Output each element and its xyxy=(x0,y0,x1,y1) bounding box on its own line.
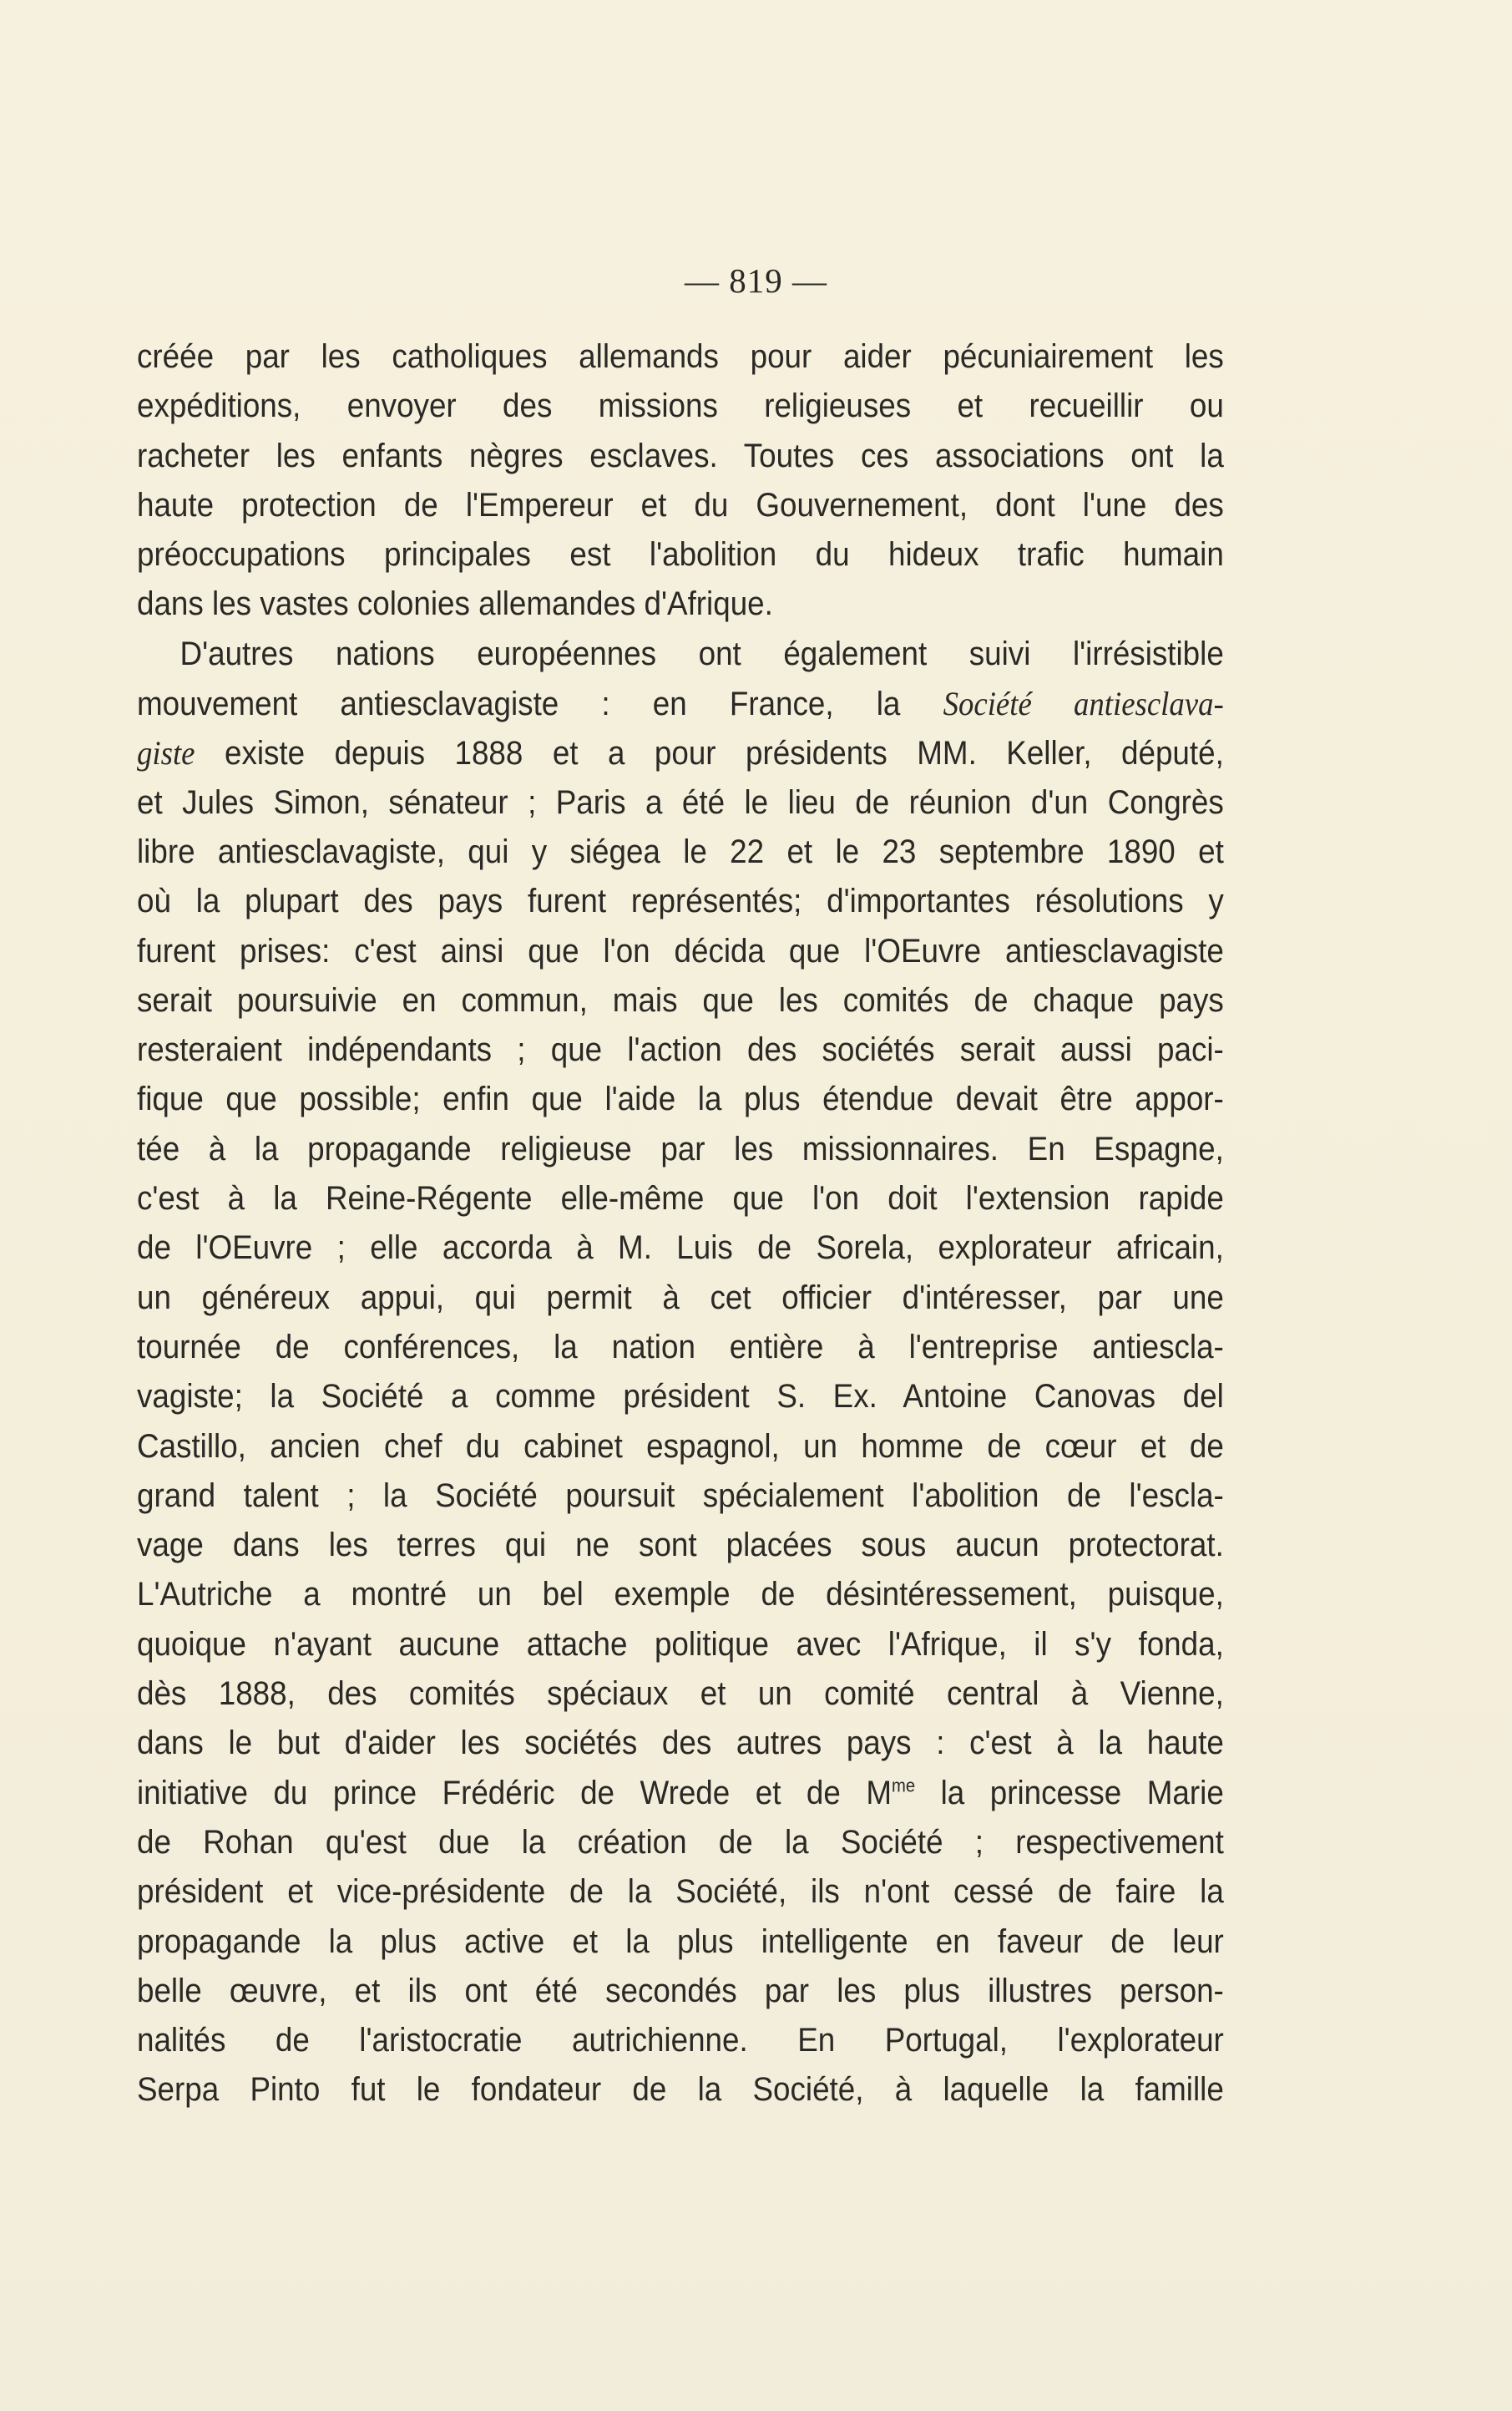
text-line: tée à la propagande religieuse par les missionnaires. En Espagne, xyxy=(137,1130,1224,1168)
body-text xyxy=(137,332,1224,2115)
italic-society-name: Société antiesclava- xyxy=(943,685,1224,723)
italic-society-name-continued: giste xyxy=(137,734,195,772)
text-line: créée par les catholiques allemands pour aider pécuniairement les xyxy=(137,338,1224,375)
text-line xyxy=(137,728,1224,777)
text-line xyxy=(137,679,1224,728)
text-line: c'est à la Reine-Régente elle-même que l'on doit l'extension rapide xyxy=(137,1180,1224,1218)
text-line: vagiste; la Société a comme président S. Ex. Antoine Canovas del xyxy=(137,1378,1224,1416)
text-line: expéditions, envoyer des missions religieuses et recueillir ou xyxy=(137,387,1224,425)
text-line: resteraient indépendants ; que l'action des sociétés serait aussi paci- xyxy=(137,1031,1224,1069)
text-segment: existe depuis 1888 et a pour présidents MM. Keller, député, xyxy=(224,735,1224,772)
text-line: haute protection de l'Empereur et du Gouvernement, dont l'une des xyxy=(137,486,1224,524)
text-segment: initiative du prince Frédéric de Wrede et de M xyxy=(137,1774,893,1811)
text-line xyxy=(137,1769,1224,1818)
text-line: L'Autriche a montré un bel exemple de désintéressement, puisque, xyxy=(137,1576,1224,1613)
text-line: vage dans les terres qui ne sont placées sous aucun protectorat. xyxy=(137,1527,1224,1564)
text-line: Castillo, ancien chef du cabinet espagnol, un homme de cœur et de xyxy=(137,1427,1224,1465)
text-line: préoccupations principales est l'abolition du hideux trafic humain xyxy=(137,536,1224,574)
text-line: Serpa Pinto fut le fondateur de la Société, à laquelle la famille xyxy=(137,2071,1224,2109)
text-line: président et vice-présidente de la Société, ils n'ont cessé de faire la xyxy=(137,1873,1224,1911)
text-line: furent prises: c'est ainsi que l'on décida que l'OEuvre antiesclavagiste xyxy=(137,932,1224,970)
text-line: et Jules Simon, sénateur ; Paris a été le lieu de réunion d'un Congrès xyxy=(137,783,1224,821)
text-line: dans les vastes colonies allemandes d'Afrique. xyxy=(137,585,773,623)
superscript-abbreviation: me xyxy=(892,1775,916,1796)
page-number: — 819 — xyxy=(685,261,827,300)
text-line: un généreux appui, qui permit à cet officier d'intéresser, par une xyxy=(137,1279,1224,1316)
text-line: dès 1888, des comités spéciaux et un comité central à Vienne, xyxy=(137,1675,1224,1713)
text-line: de Rohan qu'est due la création de la Société ; respectivement xyxy=(137,1823,1224,1861)
text-line: quoique n'ayant aucune attache politique avec l'Afrique, il s'y fonda, xyxy=(137,1625,1224,1663)
text-line: nalités de l'aristocratie autrichienne. En Portugal, l'explorateur xyxy=(137,2022,1224,2059)
text-line: serait poursuivie en commun, mais que les comités de chaque pays xyxy=(137,981,1224,1019)
text-line: où la plupart des pays furent représentés; d'importantes résolutions y xyxy=(137,883,1224,920)
text-line: dans le but d'aider les sociétés des autres pays : c'est à la haute xyxy=(137,1725,1224,1762)
text-line: libre antiesclavagiste, qui y siégea le 22 et le 23 septembre 1890 et xyxy=(137,833,1224,870)
text-segment: la princesse Marie xyxy=(940,1774,1224,1811)
text-line: grand talent ; la Société poursuit spécialement l'abolition de l'escla- xyxy=(137,1476,1224,1514)
text-line: D'autres nations européennes ont également suivi l'irrésistible xyxy=(180,635,1224,672)
text-line: belle œuvre, et ils ont été secondés par les plus illustres person- xyxy=(137,1972,1224,2009)
text-line: tournée de conférences, la nation entière à l'entreprise antiescla- xyxy=(137,1328,1224,1365)
text-segment: mouvement antiesclavagiste : en France, la xyxy=(137,686,901,723)
text-line: racheter les enfants nègres esclaves. Toutes ces associations ont la xyxy=(137,437,1224,474)
text-line: fique que possible; enfin que l'aide la plus étendue devait être appor- xyxy=(137,1081,1224,1118)
text-line: propagande la plus active et la plus intelligente en faveur de leur xyxy=(137,1922,1224,1960)
text-line: de l'OEuvre ; elle accorda à M. Luis de Sorela, explorateur africain, xyxy=(137,1229,1224,1267)
